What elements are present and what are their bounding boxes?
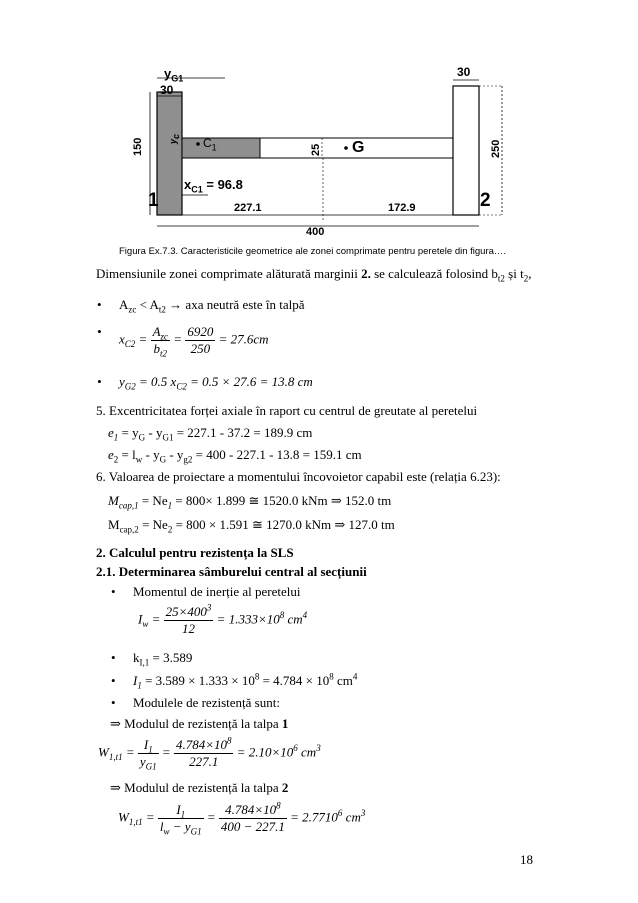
left-flange — [157, 92, 182, 215]
label-yg1: $y_{G1}$ — [164, 66, 184, 84]
label-height-250: 250 — [490, 139, 502, 158]
formula-e2: $e_2 = l_w - y_G - y_{g2} = 400 - 227.1 - 13.8 = 159.1$ cm — [108, 447, 362, 465]
section-6-heading: 6. Valoarea de proiectare a momentului încovoietor capabil este (relația 6.23): — [96, 469, 501, 484]
web-compressed-part — [182, 138, 260, 158]
right-flange — [453, 86, 479, 215]
label-web-25: 25 — [310, 143, 322, 156]
label-end-2: 2 — [480, 190, 491, 211]
formula-iw: $I_w$ = $\frac{25\times 400^3}{12}$ = $1.333\times 10^8$ $cm^4$ — [138, 602, 308, 636]
figure-caption: Figura Ex.7.3. Caracteristicile geometrice ale zonei comprimate pentru peretele din figura…. — [119, 246, 507, 257]
formula-mcap1: $M_{cap,1} = Ne_1 = 800\times 1.899$ ≅ 1520.0 kNm ⇒ 152.0 tm — [108, 493, 392, 511]
label-end-1: 1 — [148, 190, 159, 211]
section-figure — [130, 60, 520, 240]
i-section-drawing — [130, 60, 520, 240]
c1-point — [196, 142, 200, 146]
label-xc1: $x_{C1} = 96.8$ — [184, 177, 243, 195]
intro-line: Dimensiunile zonei comprimate alăturată marginii 2. se calculează folosind $b_{t2}$ și $t_2$, — [96, 266, 532, 284]
talpa-2-line: ⇒ Modulul de rezistență la talpa 2 — [110, 780, 289, 795]
label-yc: $y_c$ — [168, 133, 181, 144]
label-c1: $C_1$ — [203, 136, 217, 153]
formula-mcap2: $M_{cap,2} = Ne_2 = 800 \times 1.591$ ≅ 1270.0 kNm ⇒ 127.0 tm — [108, 517, 395, 535]
bullet-i1: • $I_1 = 3.589 \times 1.333 \times 10^8 = 4.784 \times 10^8$ $cm^4$ — [133, 673, 357, 689]
bullet-inertia: • Momentul de inerție al peretelui — [133, 584, 301, 600]
formula-e1: $e_1 = y_G - y_{G1} = 227.1 - 37.2 = 189.9$ cm — [108, 425, 313, 443]
g-point — [344, 146, 348, 150]
talpa-1-line: ⇒ Modulul de rezistență la talpa 1 — [110, 716, 289, 731]
label-g: G — [352, 139, 365, 156]
label-dim-172: 172.9 — [388, 202, 416, 214]
formula-w1: $W_{1,t1}$ = $\frac{I_1}{y_{G1}}$ = $\frac{4.784\times 10^8}{227.1}$ = $2.10\times 10^6$ $cm^3$ — [98, 735, 321, 772]
page-number: 18 — [520, 852, 533, 867]
label-top-left-30: 30 — [160, 83, 174, 97]
bullet-k: • $k_{I,1} = 3.589$ — [133, 650, 192, 666]
bullet-azc: • $A_{zc} < A_{t2}$ → axa neutră este în talpă — [119, 297, 305, 313]
formula-yg2: • $y_{G2} = 0.5$ $x_{C2} = 0.5 \times 27.6 = 13.8$ cm — [119, 374, 313, 390]
label-dim-227: 227.1 — [234, 202, 262, 214]
section-5-heading: 5. Excentricitatea forței axiale în raport cu centrul de greutate al peretelui — [96, 403, 478, 418]
heading-2: 2. Calculul pentru rezistența la SLS — [96, 545, 294, 560]
label-height-150: 150 — [132, 137, 144, 156]
bullet-modules: • Modulele de rezistență sunt: — [133, 695, 280, 711]
heading-2-1: 2.1. Determinarea sâmburelui central al secțiunii — [96, 564, 367, 579]
formula-xc2: • $x_{C2}$ = $\frac{A_{zc}}{b_{t2}}$ = $\frac{6920}{250}$ = 27.6cm — [119, 324, 269, 357]
formula-w2: $W_{1,t1}$ = $\frac{I_1}{l_w - y_{G1}}$ = $\frac{4.784\times 10^8}{400 - 227.1}$ = $2.7710^6$ $cm^3$ — [118, 800, 366, 837]
label-dim-400: 400 — [306, 226, 325, 238]
label-top-right-30: 30 — [457, 65, 471, 79]
